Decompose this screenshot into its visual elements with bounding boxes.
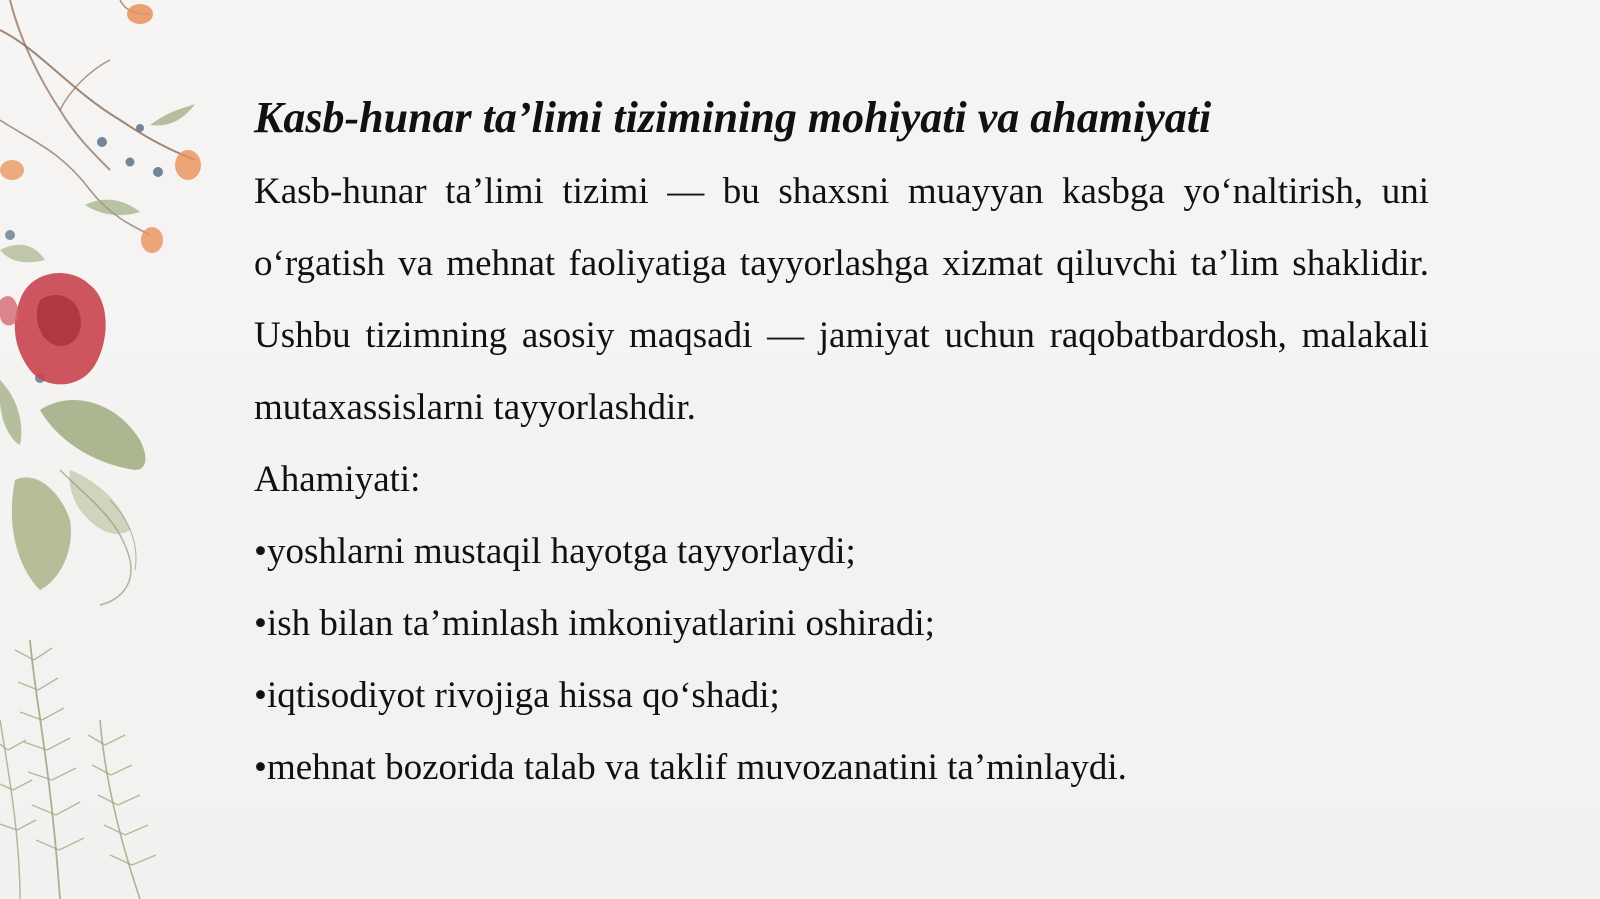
intro-paragraph: Kasb-hunar ta’limi tizimi — bu shaxsni muayyan kasbga yo‘naltirish, uni o‘rgatish va mehnat faoliyatiga tayyorlashga xizmat qiluvchi ta’lim shaklidir. Ushbu tizimning asosiy maqsadi — jamiyat uchun raqobatbardosh, malakali mutaxassislarni tayyorlashdir. xyxy=(254,171,1429,428)
list-item xyxy=(254,588,1429,660)
watercolor-floral-border-icon xyxy=(0,0,220,899)
list-item xyxy=(254,732,1429,804)
bullet-icon: • xyxy=(254,531,267,572)
slide-content xyxy=(254,88,1429,804)
importance-list xyxy=(254,516,1429,804)
bullet-icon: • xyxy=(254,675,267,716)
bullet-icon: • xyxy=(254,747,267,788)
slide-title: Kasb-hunar ta’limi tizimining mohiyati va ahamiyati xyxy=(254,93,1212,142)
bullet-icon: • xyxy=(254,603,267,644)
list-item-text: mehnat bozorida talab va taklif muvozanatini ta’minlaydi. xyxy=(266,747,1127,788)
list-item-text: yoshlarni mustaqil hayotga tayyorlaydi; xyxy=(266,531,856,572)
list-item-text: iqtisodiyot rivojiga hissa qo‘shadi; xyxy=(266,675,780,716)
list-item-text: ish bilan ta’minlash imkoniyatlarini oshiradi; xyxy=(266,603,935,644)
importance-heading: Ahamiyati: xyxy=(254,459,421,500)
list-item xyxy=(254,660,1429,732)
list-item xyxy=(254,516,1429,588)
